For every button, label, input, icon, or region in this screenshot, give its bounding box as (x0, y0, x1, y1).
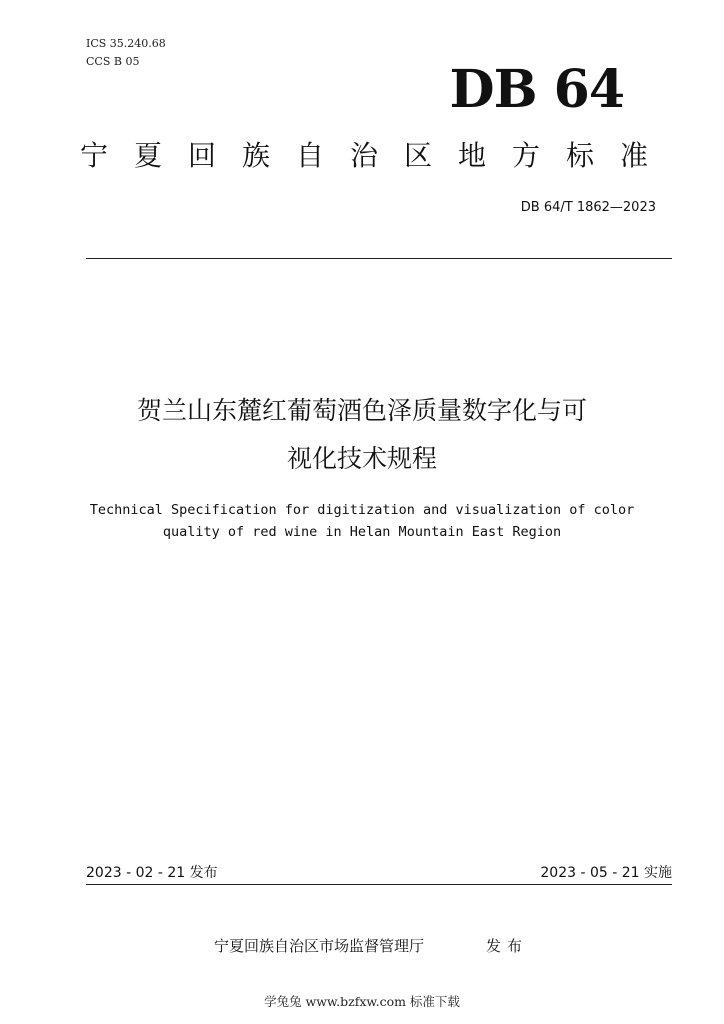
title-en-line-2: quality of red wine in Helan Mountain East Region (162, 524, 562, 540)
standard-number: DB 64/T 1862—2023 (520, 200, 656, 215)
issuer-action: 发布 (486, 937, 529, 955)
bottom-divider (86, 884, 672, 885)
db64-logo: DB 64 (449, 59, 624, 120)
title-en-line-1: Technical Specification for digitization and visualization of color (89, 502, 635, 518)
title-cn-line-2: 视化技术规程 (286, 444, 437, 473)
top-divider (86, 258, 672, 259)
issuer-name: 宁夏回族自治区市场监督管理厅 (214, 937, 425, 955)
publish-date: 2023 - 02 - 21 发布 (86, 865, 218, 881)
implement-date: 2023 - 05 - 21 实施 (540, 865, 672, 881)
standard-type-heading: 宁夏回族自治区地方标准 (80, 139, 675, 172)
title-cn-line-1: 贺兰山东麓红葡萄酒色泽质量数字化与可 (136, 396, 587, 425)
ics-code: ICS 35.240.68 (86, 37, 166, 50)
ccs-code: CCS B 05 (86, 55, 140, 68)
footer-watermark: 学兔兔 www.bzfxw.com 标准下载 (264, 994, 460, 1009)
